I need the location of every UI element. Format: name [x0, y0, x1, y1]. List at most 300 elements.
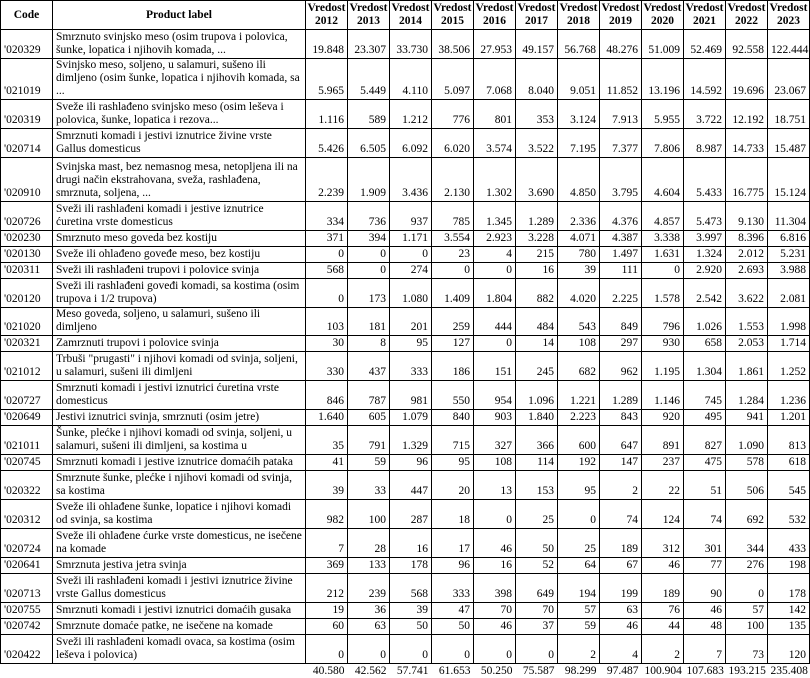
value-cell: 74	[600, 500, 642, 529]
value-cell: 981	[390, 381, 432, 410]
value-cell: 133	[348, 558, 390, 574]
value-cell: 0	[348, 635, 390, 664]
value-cell: 2.693	[726, 263, 768, 279]
value-cell: 5.231	[768, 247, 810, 263]
value-cell: 1.201	[768, 410, 810, 426]
table-row	[1, 279, 810, 308]
value-cell: 891	[642, 426, 684, 455]
value-cell: 1.252	[768, 352, 810, 381]
value-cell: 189	[600, 529, 642, 558]
value-cell: 568	[390, 574, 432, 603]
value-cell: 0	[390, 247, 432, 263]
value-cell: 1.284	[726, 381, 768, 410]
value-cell: 736	[348, 202, 390, 231]
value-cell: 6.816	[768, 231, 810, 247]
value-cell: 301	[684, 529, 726, 558]
value-cell: 114	[516, 455, 558, 471]
table-row	[1, 455, 810, 471]
value-cell: 37	[516, 619, 558, 635]
value-cell: 181	[348, 308, 390, 336]
value-cell: 27.953	[474, 30, 516, 59]
value-cell: 50	[390, 619, 432, 635]
value-cell: 25	[516, 500, 558, 529]
value-cell: 1.212	[390, 100, 432, 129]
value-cell: 48.276	[600, 30, 642, 59]
value-cell: 16	[516, 263, 558, 279]
value-cell: 849	[600, 308, 642, 336]
product-label-cell: Šunke, plećke i njihovi komadi od svinja, soljeni, u salamuri, sušeni ili dimljeni, sa kostima u	[53, 426, 306, 455]
year-column-header	[390, 1, 432, 30]
value-cell: 327	[474, 426, 516, 455]
value-cell: 1.236	[768, 381, 810, 410]
product-code-cell: '021011	[1, 426, 53, 455]
year-label: 2019	[601, 15, 640, 28]
year-column-header	[306, 1, 348, 30]
totals-empty-cell	[1, 664, 306, 678]
value-cell: 4.071	[558, 231, 600, 247]
product-code-cell: '021020	[1, 308, 53, 336]
year-column-header	[348, 1, 390, 30]
value-cell: 3.338	[642, 231, 684, 247]
total-cell: 42.562	[348, 664, 390, 678]
value-cell: 103	[306, 308, 348, 336]
value-cell: 63	[348, 619, 390, 635]
value-cell: 0	[558, 500, 600, 529]
value-cell: 982	[306, 500, 348, 529]
year-label: 2021	[685, 15, 724, 28]
total-cell: 193.215	[726, 664, 768, 678]
value-cell: 100	[726, 619, 768, 635]
value-cell: 1.640	[306, 410, 348, 426]
value-cell: 23.067	[768, 59, 810, 100]
product-label-cell: Sveži ili rashlađeni komadi ovaca, sa kostima (osim leševa i polovica)	[53, 635, 306, 664]
product-code-cell: '020742	[1, 619, 53, 635]
value-cell: 0	[348, 247, 390, 263]
value-cell: 50	[516, 529, 558, 558]
value-cell: 33	[348, 471, 390, 500]
value-cell: 178	[390, 558, 432, 574]
year-column-header	[726, 1, 768, 30]
value-cell: 2.336	[558, 202, 600, 231]
value-cell: 11.304	[768, 202, 810, 231]
year-column-header	[600, 1, 642, 30]
value-cell: 1.329	[390, 426, 432, 455]
value-cell: 0	[306, 247, 348, 263]
value-label: Vredost	[769, 2, 808, 15]
value-cell: 67	[600, 558, 642, 574]
value-cell: 287	[390, 500, 432, 529]
value-label: Vredost	[349, 2, 388, 15]
value-cell: 18.751	[768, 100, 810, 129]
value-cell: 330	[306, 352, 348, 381]
year-column-header	[474, 1, 516, 30]
value-cell: 447	[390, 471, 432, 500]
value-cell: 2	[642, 635, 684, 664]
value-cell: 95	[432, 455, 474, 471]
value-cell: 589	[348, 100, 390, 129]
value-cell: 3.228	[516, 231, 558, 247]
value-cell: 3.997	[684, 231, 726, 247]
value-cell: 274	[390, 263, 432, 279]
product-label-cell: Sveži ili rashlađeni trupovi i polovice svinja	[53, 263, 306, 279]
table-row	[1, 529, 810, 558]
table-row	[1, 231, 810, 247]
total-cell: 61.653	[432, 664, 474, 678]
value-cell: 2.920	[684, 263, 726, 279]
value-cell: 96	[390, 455, 432, 471]
product-code-cell: '020726	[1, 202, 53, 231]
value-label: Vredost	[475, 2, 514, 15]
value-label: Vredost	[559, 2, 598, 15]
value-cell: 44	[642, 619, 684, 635]
value-cell: 0	[306, 635, 348, 664]
value-cell: 1.289	[600, 381, 642, 410]
year-label: 2018	[559, 15, 598, 28]
value-cell: 5.955	[642, 100, 684, 129]
value-cell: 52	[516, 558, 558, 574]
value-cell: 495	[684, 410, 726, 426]
value-cell: 5.965	[306, 59, 348, 100]
value-cell: 827	[684, 426, 726, 455]
product-label-cell: Sveže ili ohlađene šunke, lopatice i njihovi komadi od svinja, sa kostima	[53, 500, 306, 529]
value-cell: 147	[600, 455, 642, 471]
value-cell: 46	[684, 603, 726, 619]
value-cell: 930	[642, 336, 684, 352]
value-cell: 3.795	[600, 158, 642, 202]
table-row	[1, 263, 810, 279]
value-cell: 48	[684, 619, 726, 635]
value-cell: 903	[474, 410, 516, 426]
value-cell: 14	[516, 336, 558, 352]
value-cell: 8.987	[684, 129, 726, 158]
value-cell: 96	[432, 558, 474, 574]
value-cell: 0	[516, 635, 558, 664]
value-cell: 135	[768, 619, 810, 635]
value-cell: 8.396	[726, 231, 768, 247]
value-cell: 649	[516, 574, 558, 603]
value-label: Vredost	[685, 2, 724, 15]
value-cell: 41	[306, 455, 348, 471]
value-cell: 111	[600, 263, 642, 279]
value-cell: 36	[348, 603, 390, 619]
value-cell: 4.387	[600, 231, 642, 247]
product-code-cell: '020322	[1, 471, 53, 500]
total-cell: 100.904	[642, 664, 684, 678]
value-cell: 568	[306, 263, 348, 279]
value-cell: 962	[600, 352, 642, 381]
value-cell: 398	[474, 574, 516, 603]
value-cell: 8	[348, 336, 390, 352]
value-cell: 334	[306, 202, 348, 231]
year-label: 2020	[643, 15, 682, 28]
value-cell: 14.592	[684, 59, 726, 100]
value-cell: 394	[348, 231, 390, 247]
value-cell: 215	[516, 247, 558, 263]
value-cell: 2.542	[684, 279, 726, 308]
value-cell: 201	[390, 308, 432, 336]
value-cell: 51	[684, 471, 726, 500]
value-cell: 46	[600, 619, 642, 635]
value-cell: 95	[558, 471, 600, 500]
year-column-header	[642, 1, 684, 30]
value-cell: 4.110	[390, 59, 432, 100]
value-cell: 2.081	[768, 279, 810, 308]
value-cell: 0	[390, 635, 432, 664]
value-cell: 3.622	[726, 279, 768, 308]
value-cell: 0	[474, 263, 516, 279]
value-cell: 52.469	[684, 30, 726, 59]
value-cell: 35	[306, 426, 348, 455]
value-cell: 77	[684, 558, 726, 574]
value-cell: 4	[600, 635, 642, 664]
table-row	[1, 352, 810, 381]
value-cell: 51.009	[642, 30, 684, 59]
product-code-cell: '020311	[1, 263, 53, 279]
table-row	[1, 574, 810, 603]
year-label: 2017	[517, 15, 556, 28]
value-cell: 3.436	[390, 158, 432, 202]
table-row	[1, 30, 810, 59]
value-cell: 173	[348, 279, 390, 308]
value-cell: 6.020	[432, 129, 474, 158]
value-cell: 259	[432, 308, 474, 336]
value-cell: 7.068	[474, 59, 516, 100]
value-cell: 76	[642, 603, 684, 619]
product-code-cell: '020724	[1, 529, 53, 558]
value-cell: 813	[768, 426, 810, 455]
value-cell: 371	[306, 231, 348, 247]
table-row	[1, 603, 810, 619]
value-cell: 578	[726, 455, 768, 471]
value-cell: 4	[474, 247, 516, 263]
value-cell: 12.192	[726, 100, 768, 129]
value-cell: 692	[726, 500, 768, 529]
value-cell: 543	[558, 308, 600, 336]
value-cell: 189	[642, 574, 684, 603]
value-cell: 73	[726, 635, 768, 664]
product-code-cell: '020755	[1, 603, 53, 619]
value-cell: 70	[474, 603, 516, 619]
value-cell: 785	[432, 202, 474, 231]
value-cell: 237	[642, 455, 684, 471]
table-row	[1, 426, 810, 455]
product-code-cell: '020329	[1, 30, 53, 59]
product-label-cell: Sveže ili ohlađeno goveđe meso, bez kostiju	[53, 247, 306, 263]
product-label-cell: Sveži ili rashlađeni komadi i jestivi iznutrice živine vrste Gallus domesticus	[53, 574, 306, 603]
value-cell: 0	[432, 635, 474, 664]
value-cell: 46	[642, 558, 684, 574]
value-cell: 108	[474, 455, 516, 471]
value-cell: 46	[474, 529, 516, 558]
value-cell: 920	[642, 410, 684, 426]
value-cell: 7.195	[558, 129, 600, 158]
value-cell: 1.714	[768, 336, 810, 352]
value-cell: 2.012	[726, 247, 768, 263]
totals-row	[1, 664, 810, 678]
value-cell: 19.696	[726, 59, 768, 100]
value-cell: 3.574	[474, 129, 516, 158]
value-cell: 791	[348, 426, 390, 455]
value-cell: 0	[474, 500, 516, 529]
total-cell: 107.683	[684, 664, 726, 678]
value-cell: 882	[516, 279, 558, 308]
value-cell: 787	[348, 381, 390, 410]
value-cell: 16.775	[726, 158, 768, 202]
value-cell: 2.223	[558, 410, 600, 426]
year-label: 2013	[349, 15, 388, 28]
year-column-header	[684, 1, 726, 30]
value-cell: 124	[642, 500, 684, 529]
value-cell: 38.506	[432, 30, 474, 59]
value-cell: 475	[684, 455, 726, 471]
value-cell: 840	[432, 410, 474, 426]
value-cell: 941	[726, 410, 768, 426]
header-row	[1, 1, 810, 30]
value-cell: 0	[432, 263, 474, 279]
product-code-cell: '020319	[1, 100, 53, 129]
value-cell: 780	[558, 247, 600, 263]
value-cell: 16	[390, 529, 432, 558]
total-cell: 50.250	[474, 664, 516, 678]
value-cell: 1.578	[642, 279, 684, 308]
product-label-cell: Smrznuto svinjsko meso (osim trupova i polovica, šunke, lopatica i njihovih komada, ...	[53, 30, 306, 59]
value-cell: 618	[768, 455, 810, 471]
value-cell: 15.487	[768, 129, 810, 158]
product-code-cell: '020422	[1, 635, 53, 664]
value-cell: 2	[600, 471, 642, 500]
value-cell: 23	[432, 247, 474, 263]
product-label-cell: Sveži ili rashlađeni komadi i jestive iznutrice ćuretina vrste domesticus	[53, 202, 306, 231]
value-cell: 74	[684, 500, 726, 529]
product-code-cell: '021019	[1, 59, 53, 100]
value-label: Vredost	[433, 2, 472, 15]
value-cell: 0	[306, 279, 348, 308]
year-column-header	[516, 1, 558, 30]
value-cell: 2.923	[474, 231, 516, 247]
product-label-cell: Meso goveda, soljeno, u salamuri, sušeno ili dimljeno	[53, 308, 306, 336]
value-cell: 63	[600, 603, 642, 619]
value-cell: 7.377	[600, 129, 642, 158]
year-column-header	[558, 1, 600, 30]
product-label-cell: Sveže ili ohlađene ćurke vrste domesticus, ne isečene na komade	[53, 529, 306, 558]
value-cell: 1.804	[474, 279, 516, 308]
code-column-header: Code	[1, 1, 53, 30]
product-label-cell: Smrznuti komadi i jestivi iznutrici ćuretina vrste domesticus	[53, 381, 306, 410]
value-cell: 178	[768, 574, 810, 603]
value-cell: 715	[432, 426, 474, 455]
value-cell: 366	[516, 426, 558, 455]
value-cell: 60	[306, 619, 348, 635]
value-cell: 7.806	[642, 129, 684, 158]
year-label: 2015	[433, 15, 472, 28]
value-cell: 39	[390, 603, 432, 619]
value-cell: 9.130	[726, 202, 768, 231]
value-cell: 937	[390, 202, 432, 231]
value-cell: 59	[558, 619, 600, 635]
value-cell: 4.604	[642, 158, 684, 202]
value-cell: 90	[684, 574, 726, 603]
value-cell: 745	[684, 381, 726, 410]
value-cell: 5.097	[432, 59, 474, 100]
value-label: Vredost	[307, 2, 346, 15]
value-cell: 0	[474, 336, 516, 352]
value-cell: 46	[474, 619, 516, 635]
value-cell: 1.080	[390, 279, 432, 308]
product-code-cell: '020130	[1, 247, 53, 263]
value-cell: 1.221	[558, 381, 600, 410]
value-cell: 1.998	[768, 308, 810, 336]
value-cell: 2.053	[726, 336, 768, 352]
value-cell: 545	[768, 471, 810, 500]
value-cell: 95	[390, 336, 432, 352]
value-cell: 344	[726, 529, 768, 558]
value-cell: 142	[768, 603, 810, 619]
value-cell: 3.690	[516, 158, 558, 202]
value-cell: 1.079	[390, 410, 432, 426]
value-cell: 33.730	[390, 30, 432, 59]
value-cell: 57	[726, 603, 768, 619]
value-cell: 2	[558, 635, 600, 664]
value-cell: 801	[474, 100, 516, 129]
value-cell: 212	[306, 574, 348, 603]
value-cell: 796	[642, 308, 684, 336]
table-row	[1, 500, 810, 529]
value-cell: 199	[600, 574, 642, 603]
value-cell: 70	[516, 603, 558, 619]
value-cell: 7	[684, 635, 726, 664]
value-cell: 194	[558, 574, 600, 603]
product-label-cell: Smrznuto meso goveda bez kostiju	[53, 231, 306, 247]
value-cell: 245	[516, 352, 558, 381]
product-label-cell: Trbuši "prugasti" i njihovi komadi od svinja, soljeni, u salamuri, sušeni ili dimljeni	[53, 352, 306, 381]
table-body	[1, 30, 810, 664]
value-cell: 9.051	[558, 59, 600, 100]
value-cell: 39	[558, 263, 600, 279]
table-row	[1, 100, 810, 129]
value-cell: 4.850	[558, 158, 600, 202]
value-cell: 13	[474, 471, 516, 500]
value-cell: 1.409	[432, 279, 474, 308]
value-cell: 444	[474, 308, 516, 336]
value-cell: 198	[768, 558, 810, 574]
value-cell: 11.852	[600, 59, 642, 100]
product-code-cell: '021012	[1, 352, 53, 381]
year-label: 2022	[727, 15, 766, 28]
product-code-cell: '020727	[1, 381, 53, 410]
value-cell: 127	[432, 336, 474, 352]
value-cell: 1.631	[642, 247, 684, 263]
value-cell: 4.857	[642, 202, 684, 231]
value-cell: 437	[348, 352, 390, 381]
value-cell: 1.096	[516, 381, 558, 410]
value-cell: 297	[600, 336, 642, 352]
value-cell: 1.553	[726, 308, 768, 336]
value-cell: 1.497	[600, 247, 642, 263]
year-label: 2016	[475, 15, 514, 28]
product-code-cell: '020230	[1, 231, 53, 247]
value-cell: 186	[432, 352, 474, 381]
value-label: Vredost	[727, 2, 766, 15]
value-cell: 47	[432, 603, 474, 619]
value-cell: 333	[390, 352, 432, 381]
value-cell: 50	[432, 619, 474, 635]
value-cell: 1.171	[390, 231, 432, 247]
product-label-cell: Svinjska mast, bez nemasnog mesa, netopljena ili na drugi način ekstrahovana, sveža, rashlađena, smrznuta, soljena, ...	[53, 158, 306, 202]
value-cell: 1.146	[642, 381, 684, 410]
value-cell: 2.239	[306, 158, 348, 202]
year-label: 2023	[769, 15, 808, 28]
value-cell: 120	[768, 635, 810, 664]
